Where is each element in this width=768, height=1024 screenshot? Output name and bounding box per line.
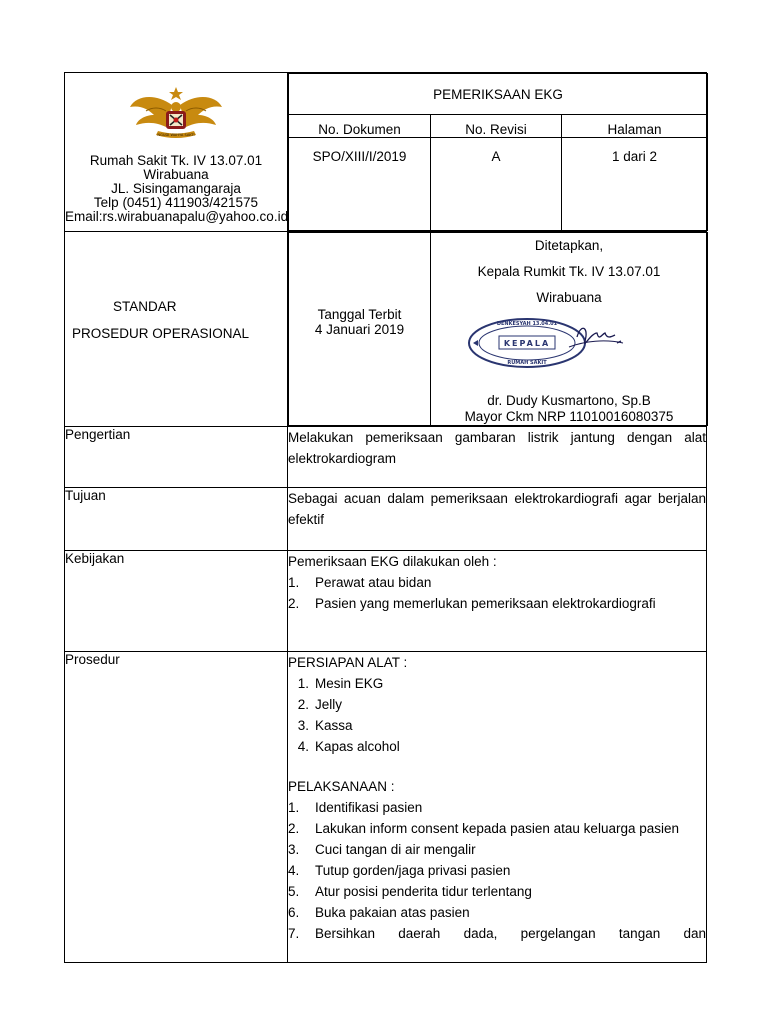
header-grid	[288, 73, 708, 231]
set-line-1: Ditetapkan,	[534, 238, 604, 253]
hospital-phone-line: Telp (0451) 411903/421575	[93, 195, 259, 210]
list-item: 3. Kassa	[297, 718, 353, 733]
list-item: 1. Identifikasi pasien	[288, 800, 423, 815]
doc-type-spo: PROSEDUR OPERASIONAL	[72, 326, 250, 341]
document-header-cell	[288, 73, 707, 232]
issue-date: 4 Januari 2019	[314, 322, 405, 337]
signer-name: dr. Dudy Kusmartono, Sp.B	[487, 393, 651, 408]
pengertian-label: Pengertian	[65, 427, 288, 488]
list-item: 3. Cuci tangan di air mengalir	[288, 842, 476, 857]
stamp-area	[431, 311, 707, 377]
signer-rank: Mayor Ckm NRP 11010016080375	[464, 409, 674, 424]
list-item: 4. Tutup gorden/jaga privasi pasien	[288, 863, 511, 878]
stamp-bottom-text: RUMAH SAKIT	[507, 360, 547, 366]
signature-cell	[431, 233, 708, 426]
doc-number-label: No. Dokumen	[289, 115, 431, 138]
kebijakan-list	[288, 572, 706, 614]
seal-text: NGUDI WAHYA SAKTI	[157, 133, 195, 137]
prep-list	[288, 673, 706, 757]
page-label: Halaman	[562, 115, 708, 138]
prep-title: PERSIAPAN ALAT :	[288, 655, 408, 670]
exec-list	[288, 797, 706, 944]
set-line-2: Kepala Rumkit Tk. IV 13.07.01	[477, 264, 661, 279]
hospital-city-line: Wirabuana	[143, 167, 209, 182]
prosedur-content	[288, 652, 707, 963]
hospital-logo-cell	[65, 73, 288, 232]
official-stamp-icon	[465, 313, 625, 373]
tujuan-text: Sebagai acuan dalam pemeriksaan elektrokardiografi agar berjalan efektif	[288, 488, 707, 551]
prosedur-label: Prosedur	[65, 652, 288, 963]
revision-value: A	[431, 138, 562, 231]
document-title: PEMERIKSAAN EKG	[289, 74, 708, 115]
set-block	[431, 233, 707, 311]
list-item: 1. Perawat atau bidan	[288, 575, 432, 590]
kebijakan-label: Kebijakan	[65, 551, 288, 652]
revision-label: No. Revisi	[431, 115, 562, 138]
doc-type-cell	[65, 232, 288, 427]
stamp-top-text: DENKESYAH 13.04.01	[496, 321, 558, 327]
hospital-name-line: Rumah Sakit Tk. IV 13.07.01	[89, 153, 263, 168]
hospital-email-line: Email:rs.wirabuanapalu@yahoo.co.id	[65, 209, 289, 224]
list-item: 2. Pasien yang memerlukan pemeriksaan elektrokardiografi	[288, 596, 656, 611]
approval-grid	[288, 232, 708, 426]
approval-cell	[288, 232, 707, 427]
list-item: 7. Bersihkan daerah dada, pergelangan tangan dan	[288, 926, 706, 941]
kebijakan-intro: Pemeriksaan EKG dilakukan oleh :	[288, 554, 497, 569]
issue-cell	[289, 233, 431, 426]
exec-title: PELAKSANAAN :	[288, 779, 395, 794]
tujuan-label: Tujuan	[65, 488, 288, 551]
list-item: 1. Mesin EKG	[297, 676, 384, 691]
hospital-address-line: JL. Sisingamangaraja	[111, 181, 241, 196]
list-item: 6. Buka pakaian atas pasien	[288, 905, 470, 920]
list-item: 4. Kapas alcohol	[297, 739, 400, 754]
list-item: 2. Jelly	[297, 697, 343, 712]
issue-label: Tanggal Terbit	[317, 307, 402, 322]
doc-number-value: SPO/XIII/I/2019	[289, 138, 431, 231]
kebijakan-content	[288, 551, 707, 652]
stamp-mid-text: KEPALA	[503, 339, 551, 348]
page-value: 1 dari 2	[562, 138, 708, 231]
spo-table	[64, 72, 707, 963]
list-item: 2. Lakukan inform consent kepada pasien atau keluarga pasien	[288, 821, 679, 836]
garuda-emblem-icon	[126, 85, 226, 145]
doc-type-standar: STANDAR	[113, 299, 177, 314]
set-line-3: Wirabuana	[536, 290, 602, 305]
pengertian-text: Melakukan pemeriksaan gambaran listrik jantung dengan alat elektrokardiogram	[288, 427, 707, 488]
list-item: 5. Atur posisi penderita tidur terlentang	[288, 884, 532, 899]
